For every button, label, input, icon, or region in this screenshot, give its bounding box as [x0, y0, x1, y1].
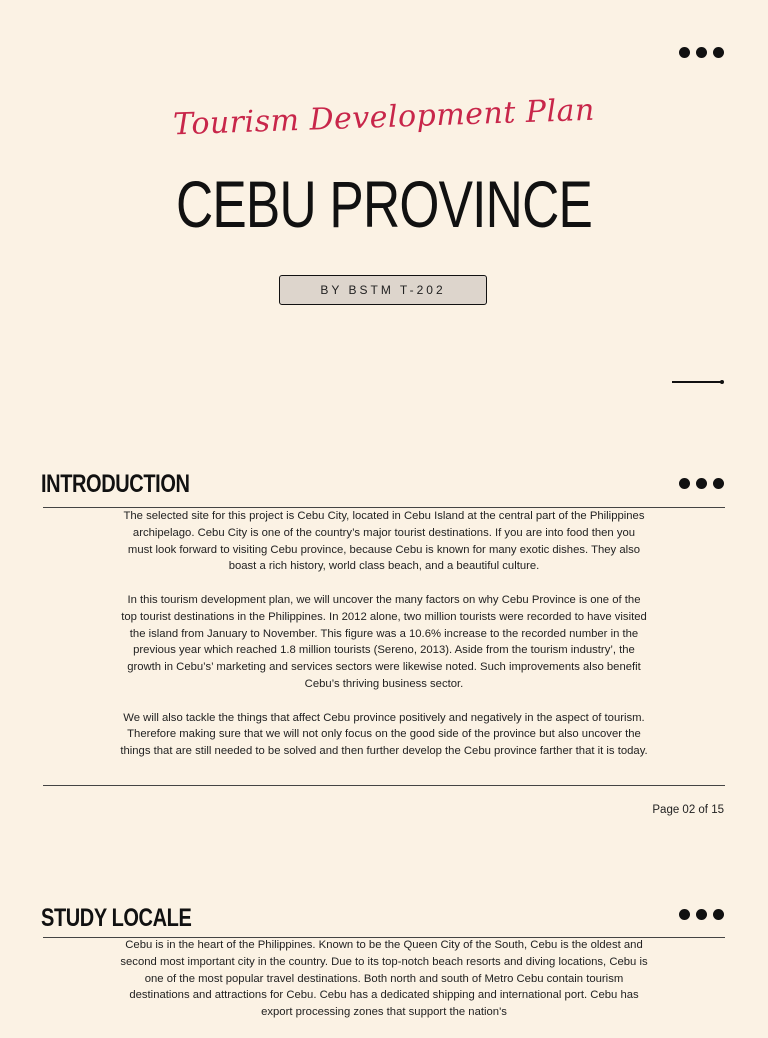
paragraph: The selected site for this project is Cebu City, located in Cebu Island at the central part of the Philippines archipelago. Cebu City is one of the country’s major tourist destinations. If you are into food then you must look forward to visiting Cebu province, because Cebu is known for many exotic dishes. They also boast a rich history, world class beach, and a beautiful culture. — [123, 510, 645, 573]
dot — [713, 478, 724, 489]
byline-badge: BY BSTM T-202 — [279, 275, 487, 305]
study-locale-body — [120, 937, 648, 1038]
script-title: Tourism Development Plan — [172, 92, 596, 143]
menu-dots-icon — [679, 909, 724, 920]
dot — [679, 909, 690, 920]
dot — [696, 478, 707, 489]
main-title: CEBU PROVINCE — [175, 167, 593, 241]
dot — [713, 909, 724, 920]
paragraph: In this tourism development plan, we will uncover the many factors on why Cebu Province is one of the top tourist destinations in the Philippines. In 2012 alone, two million tourists were recorded to have visited the island from January to November. This figure was a 10.6% increase to the recorded number in the previous year which reached 1.8 million tourists (Sereno, 2013). Aside from the tourism industry’, the growth in Cebu’s’ marketing and services sectors were likewise noted. Such improvements also benefit Cebu’s thriving business sector. — [121, 593, 647, 690]
introduction-heading: INTRODUCTION — [41, 470, 190, 498]
dot — [713, 47, 724, 58]
dot — [696, 47, 707, 58]
introduction-body — [120, 508, 648, 777]
paragraph: We will also tackle the things that affect Cebu province positively and negatively in the aspect of tourism. Therefore making sure that we will not only focus on the good side of the province but also uncover the things that are still needed to be solved and then further develop the Cebu province farther that it is today. — [120, 711, 648, 758]
dot — [679, 478, 690, 489]
menu-dots-icon — [679, 47, 724, 58]
dot — [696, 909, 707, 920]
paragraph: Cebu is in the heart of the Philippines. Known to be the Queen City of the South, Cebu is the oldest and second most important city in the country. Due to its top-notch beach resorts and diving locations, Cebu is one of the most popular travel destinations. Both north and south of Metro Cebu contain tourism destinations and attractions for Cebu. Cebu has a dedicated shipping and international port. Cebu has export processing zones that support the nation's — [120, 939, 648, 1019]
menu-dots-icon — [679, 478, 724, 489]
decorative-line — [672, 381, 722, 383]
divider — [43, 785, 725, 786]
page-number: Page 02 of 15 — [652, 804, 724, 816]
study-locale-heading: STUDY LOCALE — [41, 904, 192, 932]
dot — [679, 47, 690, 58]
